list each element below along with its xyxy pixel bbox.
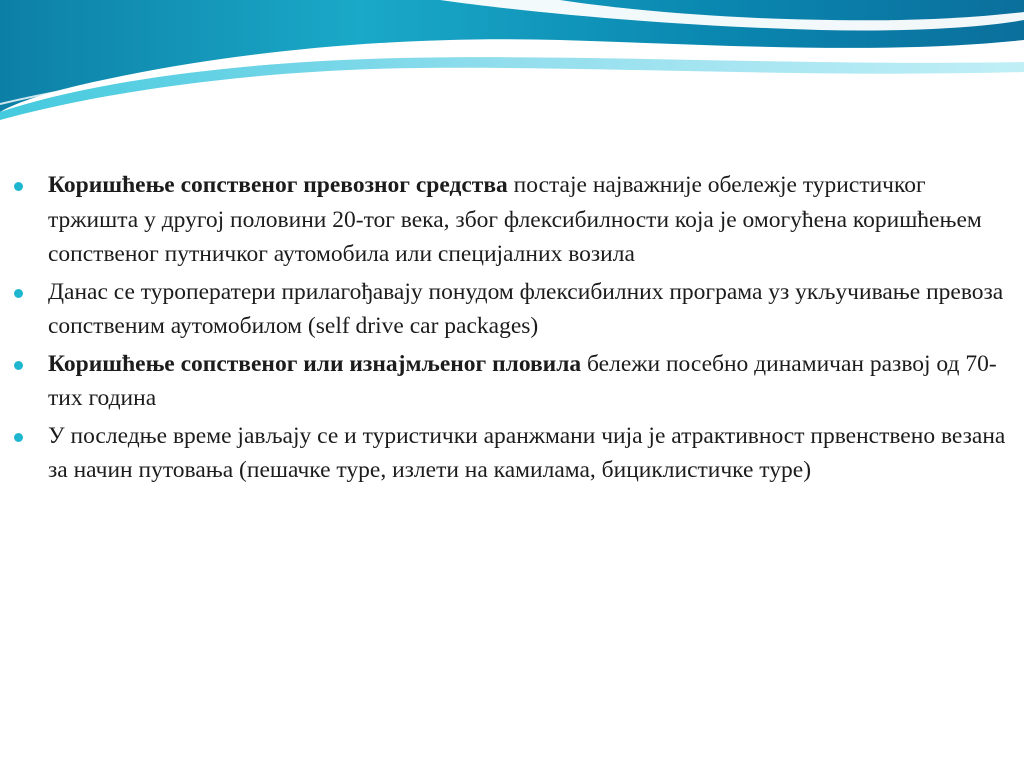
bullet-text: бележи посебно динамичан развој од 70-тих година (48, 350, 997, 411)
header-wave-decoration (0, 0, 1024, 130)
bullet-dot-icon (14, 433, 23, 442)
bullet-bold-text: Коришћење сопственог или изнајмљеног пловила (48, 350, 582, 377)
slide-content (14, 168, 1019, 491)
bullet-item (14, 275, 1019, 344)
bullet-dot-icon (14, 289, 23, 298)
bullet-text: Данас се туроператери прилагођавају понудом флексибилних програма уз укључивање превоза сопственим аутомобилом (self drive car packages) (48, 278, 1004, 339)
bullet-dot-icon (14, 182, 23, 191)
bullet-item (14, 168, 1019, 272)
bullet-text: постаје најважније обележје туристичког тржишта у другој половини 20-тог века, због флексибилности која је омогућена коришћењем сопственог путничког аутомобила или специјалних возила (48, 172, 982, 267)
bullet-item (14, 347, 1019, 416)
bullet-item (14, 419, 1019, 488)
bullet-dot-icon (14, 361, 23, 370)
bullet-bold-text: Коришћење сопственог превозног средства (48, 172, 508, 198)
wave-main (0, 0, 1024, 112)
bullet-list (14, 168, 1019, 488)
bullet-text: У последње време јављају се и туристички аранжмани чија је атрактивност првенствено везана за начин путовања (пешачке туре, излети на камилама, бициклистичке туре) (48, 422, 1006, 483)
